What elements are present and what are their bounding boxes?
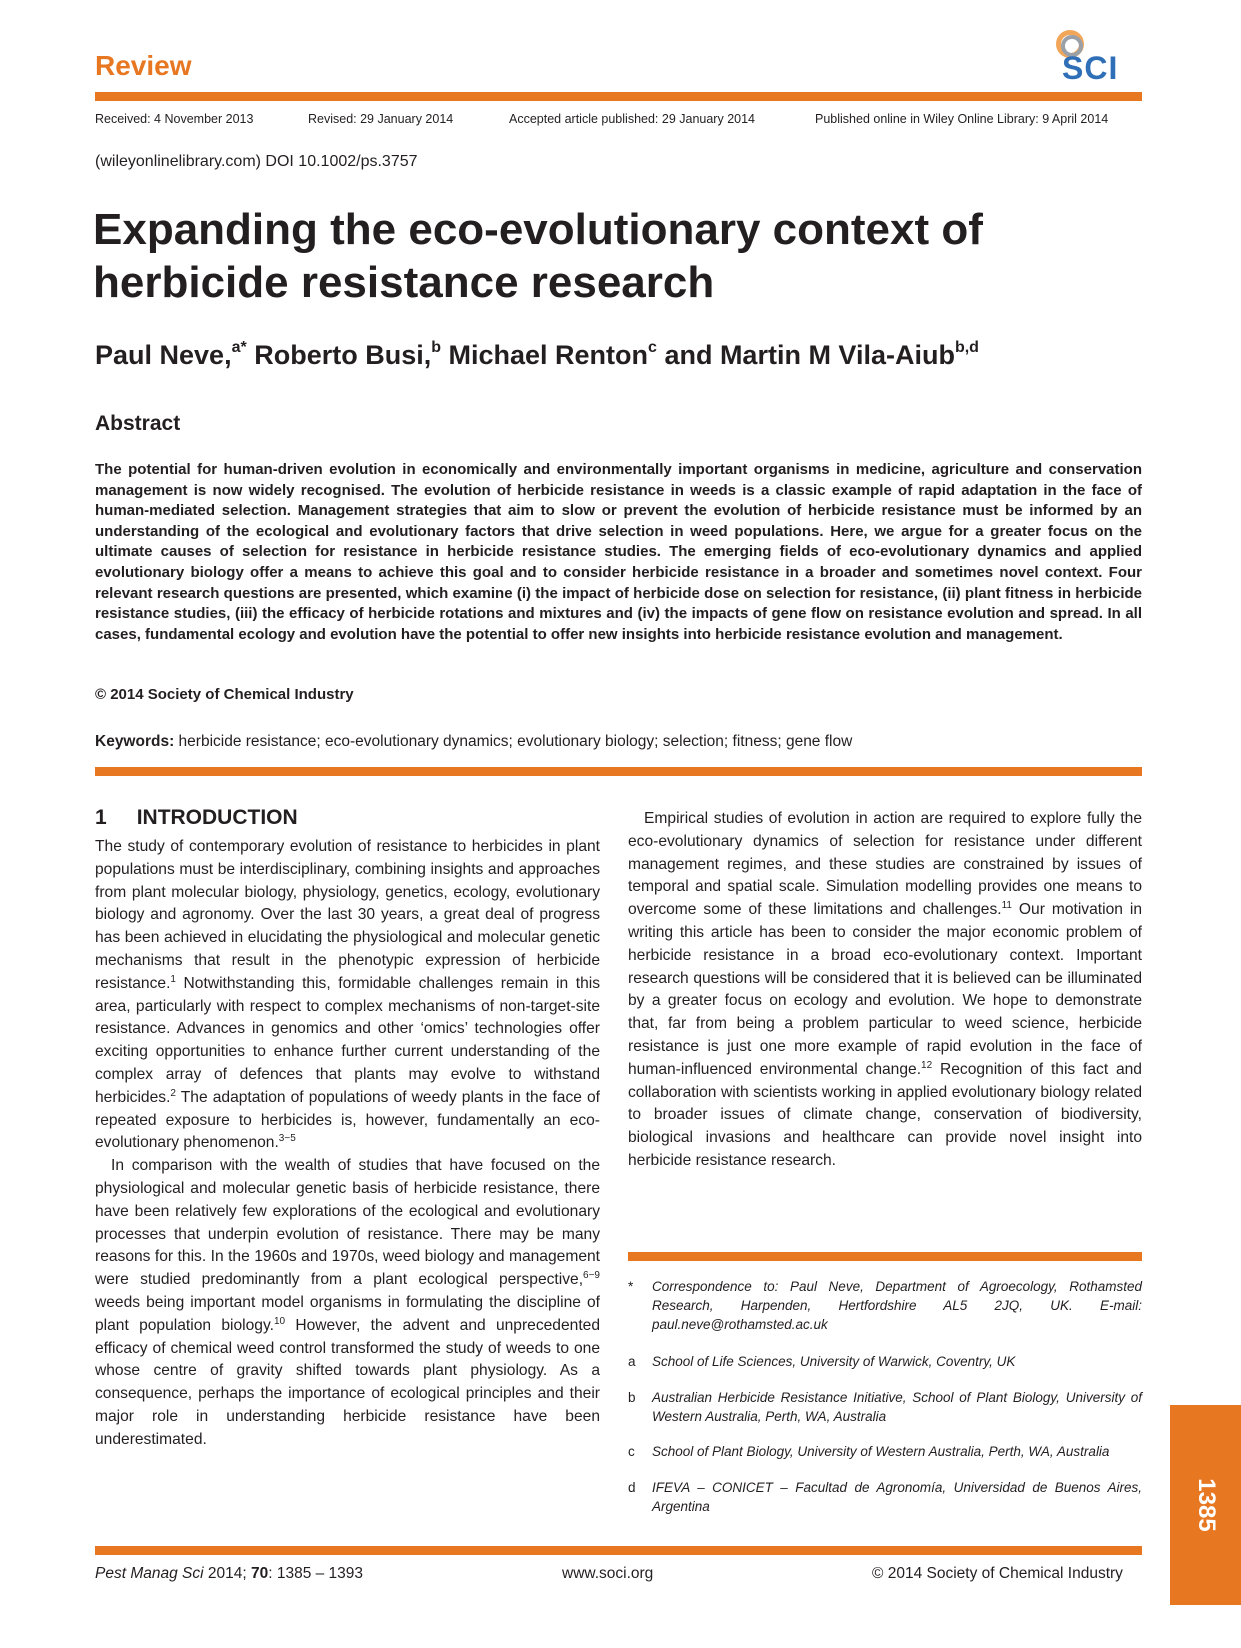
footnote-text: School of Life Sciences, University of Warwick, Coventry, UK bbox=[652, 1354, 1016, 1369]
citation[interactable]: 10 bbox=[273, 1315, 286, 1327]
footer-copyright: © 2014 Society of Chemical Industry bbox=[872, 1565, 1123, 1582]
footnote-text: School of Plant Biology, University of Western Australia, Perth, WA, Australia bbox=[652, 1444, 1110, 1459]
author-name: and Martin M Vila-Aiub bbox=[656, 340, 955, 370]
sci-logo bbox=[1050, 30, 1142, 85]
published-date: Published online in Wiley Online Library: 9 April 2014 bbox=[815, 112, 1109, 126]
title-line-1: Expanding the eco-evolutionary context of bbox=[93, 205, 983, 254]
top-divider bbox=[95, 92, 1142, 101]
doi-line[interactable]: (wileyonlinelibrary.com) DOI 10.1002/ps.3757 bbox=[95, 153, 418, 170]
text-run: Empirical studies of evolution in action are required to explore fully the eco-evolutionary dynamics of selection for resistance under different management regimes, and these studies are constrained by issues of temporal and spatial scale. Simulation modelling provides one means to overcome some of these limitations and challenges. bbox=[628, 810, 1142, 919]
author-name: Roberto Busi, bbox=[246, 340, 432, 370]
affiliation-note bbox=[628, 1388, 1142, 1426]
text-run: Our motivation in writing this article has been to consider the major economic problem of herbicide resistance in a broad eco-evolutionary context. Important research questions will be considered that it is believed can be illuminated by a greater focus on ecology and evolution. We hope to demonstrate that, far from being a problem particular to weed science, herbicide resistance is just one more example of rapid evolution in the face of human-influenced environmental change. bbox=[628, 901, 1142, 1078]
footnote-divider bbox=[628, 1252, 1142, 1261]
journal-url[interactable]: www.soci.org bbox=[562, 1565, 654, 1582]
correspondence-note bbox=[628, 1277, 1142, 1334]
affiliation-note bbox=[628, 1478, 1142, 1516]
abstract-text: The potential for human-driven evolution in economically and environmentally important organisms in medicine, agriculture and conservation management is now widely recognised. The evolution of herbicide resistance in weeds is a classic example of rapid adaptation in the face of human-mediated selection. Management strategies that aim to slow or prevent the evolution of herbicide resistance must be informed by an understanding of the ecological and evolutionary factors that drive selection in weed populations. Here, we argue for a greater focus on the ultimate causes of selection for resistance in herbicide resistance studies. The emerging fields of eco-evolutionary dynamics and applied evolutionary biology offer a means to achieve this goal and to consider herbicide resistance in a broader and sometimes novel context. Four relevant research questions are presented, which examine (i) the impact of herbicide dose on selection for resistance, (ii) plant fitness in herbicide resistance studies, (iii) the efficacy of herbicide rotations and mixtures and (iv) the impacts of gene flow on resistance evolution and spread. In all cases, fundamental ecology and evolution have the potential to offer new insights into herbicide resistance evolution and management. bbox=[95, 461, 1142, 643]
author-list bbox=[95, 340, 979, 371]
bottom-divider bbox=[95, 1546, 1142, 1555]
page-tab bbox=[1170, 1405, 1241, 1605]
abstract-heading: Abstract bbox=[95, 412, 181, 435]
citation[interactable]: 6−9 bbox=[583, 1270, 600, 1282]
journal-pages: : 1385 – 1393 bbox=[268, 1565, 364, 1582]
journal-year: 2014; bbox=[203, 1565, 251, 1582]
footnote-text: IFEVA – CONICET – Facultad de Agronomía, Universidad de Buenos Aires, Argentina bbox=[652, 1480, 1142, 1514]
affiliation-note bbox=[628, 1352, 1142, 1371]
text-run: Notwithstanding this, formidable challenges remain in this area, particularly with respect to complex mechanisms of non-target-site resistance. Advances in genomics and other ‘omics’ technologies offer exciting opportunities to enhance further current understanding of the complex array of defences that plants may evolve to withstand herbicides. bbox=[95, 974, 600, 1106]
author-affiliation: a* bbox=[231, 339, 247, 356]
abstract-copyright: © 2014 Society of Chemical Industry bbox=[95, 686, 354, 703]
abstract-divider bbox=[95, 767, 1142, 776]
journal-volume: 70 bbox=[250, 1565, 269, 1582]
footnote-text[interactable]: Correspondence to: Paul Neve, Department of Agroecology, Rothamsted Research, Harpenden, Hertfordshire AL5 2JQ, UK. E-mail: paul.neve@rothamsted.ac.uk bbox=[652, 1279, 1142, 1332]
page-number: 1385 bbox=[1192, 1478, 1220, 1532]
citation[interactable]: 12 bbox=[921, 1059, 933, 1071]
journal-citation bbox=[95, 1565, 363, 1583]
text-run: The study of contemporary evolution of resistance to herbicides in plant populations must be interdisciplinary, combining insights and approaches from plant molecular biology, physiology, genetics, ecology, evolutionary biology and agronomy. Over the last 30 years, a great deal of progress has been achieved in elucidating the physiological and molecular genetic mechanisms that result in the phenotypic expression of herbicide resistance. bbox=[95, 838, 600, 992]
author-affiliation: c bbox=[648, 339, 657, 356]
right-column bbox=[628, 808, 1142, 1173]
footnote-mark: a bbox=[628, 1354, 636, 1369]
accepted-date: Accepted article published: 29 January 2014 bbox=[509, 112, 755, 126]
author-affiliation: b,d bbox=[954, 339, 979, 356]
footnote-mark: b bbox=[628, 1390, 636, 1405]
author-name: Paul Neve, bbox=[95, 340, 232, 370]
author-affiliation: b bbox=[431, 339, 441, 356]
keywords bbox=[95, 733, 852, 751]
journal-name: Pest Manag Sci bbox=[95, 1565, 204, 1582]
logo-text: SCI bbox=[1062, 50, 1119, 86]
text-run: The adaptation of populations of weedy plants in the face of repeated exposure to herbicides is, however, fundamentally an eco-evolutionary phenomenon. bbox=[95, 1088, 600, 1152]
revised-date: Revised: 29 January 2014 bbox=[308, 112, 454, 126]
footnote-mark: d bbox=[628, 1480, 636, 1495]
left-column bbox=[95, 836, 600, 1452]
paragraph bbox=[95, 836, 600, 1155]
footnote-text: Australian Herbicide Resistance Initiative, School of Plant Biology, University of Western Australia, Perth, WA, Australia bbox=[652, 1390, 1142, 1424]
footnote-mark: c bbox=[628, 1444, 635, 1459]
footnote-mark: * bbox=[628, 1279, 634, 1294]
author-name: Michael Renton bbox=[441, 340, 649, 370]
citation[interactable]: 11 bbox=[1001, 900, 1012, 912]
section-label: Review bbox=[95, 50, 192, 81]
section-number: 1 bbox=[95, 806, 107, 829]
received-date: Received: 4 November 2013 bbox=[95, 112, 254, 126]
text-run: Recognition of this fact and collaboration with scientists working in applied evolutionary biology related to broader issues of climate change, conservation of biodiversity, biological invasions and healthcare can provide novel insight into herbicide resistance research. bbox=[628, 1060, 1142, 1169]
keywords-list: herbicide resistance; eco-evolutionary dynamics; evolutionary biology; selection; fitness; gene flow bbox=[174, 733, 853, 750]
citation[interactable]: 1 bbox=[170, 973, 176, 985]
paragraph bbox=[628, 808, 1142, 1173]
citation[interactable]: 3−5 bbox=[278, 1133, 296, 1145]
keywords-label: Keywords: bbox=[95, 733, 175, 750]
section-title: INTRODUCTION bbox=[136, 806, 298, 829]
paragraph bbox=[95, 1155, 600, 1451]
text-run: In comparison with the wealth of studies that have focused on the physiological and molecular genetic basis of herbicide resistance, there have been relatively few explorations of the ecological and evolutionary processes that underpin evolution of resistance. There may be many reasons for this. In the 1960s and 1970s, weed biology and management were studied predominantly from a plant ecological perspective, bbox=[95, 1157, 600, 1289]
affiliation-note bbox=[628, 1442, 1142, 1461]
text-run: However, the advent and unprecedented efficacy of chemical weed control transformed the study of weeds to one whose centre of gravity shifted towards plant physiology. As a consequence, perhaps the importance of ecological principles and their major role in understanding herbicide resistance have been underestimated. bbox=[95, 1316, 600, 1448]
title-line-2: herbicide resistance research bbox=[93, 258, 715, 307]
article-title bbox=[93, 203, 1153, 309]
text-run: weeds being important model organisms in formulating the discipline of plant population biology. bbox=[95, 1293, 600, 1334]
citation[interactable]: 2 bbox=[170, 1087, 176, 1099]
section-heading bbox=[95, 806, 298, 830]
